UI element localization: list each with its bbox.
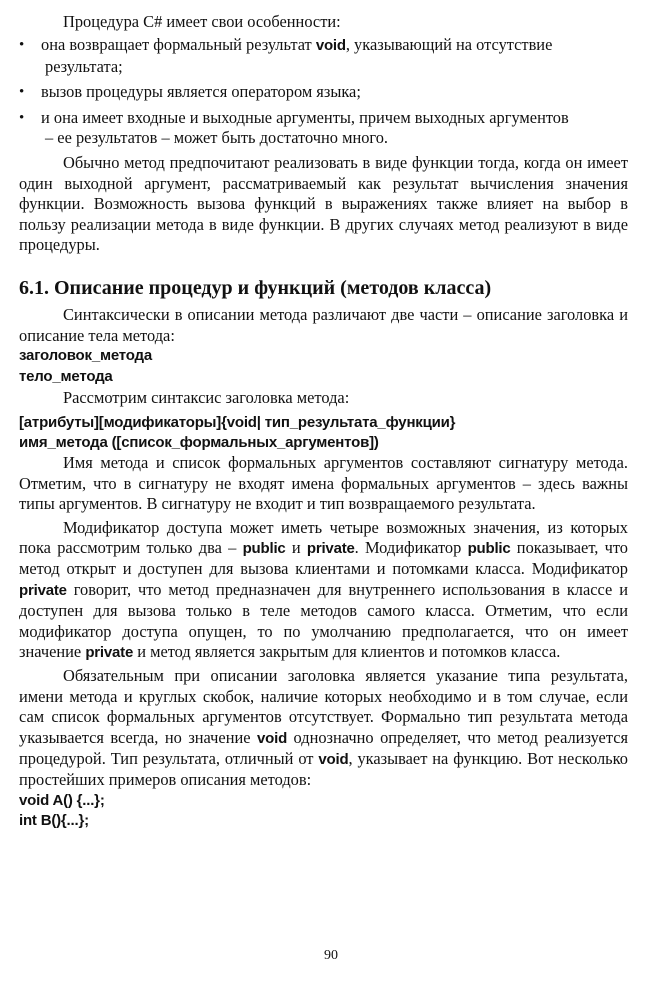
keyword-void: void: [257, 729, 288, 747]
list-item: [19, 35, 628, 77]
keyword-public: public: [242, 539, 286, 557]
bullet-continuation: результата;: [45, 56, 123, 76]
text-run: Обязательным при описании заголовка является указание типа результата, имени метода и круглых скобок, наличие которых необходимо и в том случае, если сам список формальных аргументов отсутствует. Формально тип результата метода указывается всегда, но значение: [19, 666, 628, 747]
paragraph-syntax-parts: Синтаксически в описании метода различают две части – описание заголовка и описание тела метода:: [19, 305, 628, 345]
keyword-public: public: [467, 539, 511, 557]
keyword-private: private: [19, 581, 67, 599]
code-line: void A() {...};: [19, 791, 105, 809]
list-item: [19, 108, 628, 149]
code-line: int B(){...};: [19, 812, 89, 830]
keyword-void: void: [315, 37, 346, 55]
page-number: 90: [324, 948, 338, 963]
bullet-continuation: – ее результатов – может быть достаточно много.: [45, 128, 389, 148]
text-run: показывает, что метод открыт и доступен для вызова клиентами и потомками класса. Модификатор: [19, 537, 629, 579]
code-block-method-parts: [19, 346, 628, 387]
text-run: говорит, что метод предназначен для внутреннего использования в классе и доступен для вызова только в теле методов самого класса. Отметим, что если модификатор доступа опущен, то по умолчанию предполагается, что он имеет значение: [19, 579, 628, 661]
bullet-text: , указывающий на отсутствие: [345, 35, 553, 55]
text-run: , указывает на функцию. Вот несколько простейших примеров описания методов:: [19, 749, 628, 790]
keyword-private: private: [306, 539, 355, 557]
code-line: имя_метода ([список_формальных_аргументов]): [19, 433, 379, 451]
code-line: тело_метода: [19, 367, 113, 385]
keyword-private: private: [85, 643, 134, 661]
text-run: . Модификатор: [354, 537, 468, 557]
bullet-text: вызов процедуры является оператором языка;: [41, 82, 361, 102]
text-run: и метод является закрытым для клиентов и потомков класса.: [133, 641, 561, 661]
list-item: [19, 82, 628, 102]
section-heading: 6.1. Описание процедур и функций (методов класса): [19, 277, 492, 300]
text-run: однозначно определяет, что метод реализуется процедурой. Тип результата, отличный от: [19, 727, 629, 768]
features-list: [19, 35, 628, 148]
page-content: [19, 12, 628, 832]
code-line: заголовок_метода: [19, 347, 152, 365]
code-block-header-syntax: [19, 413, 628, 454]
keyword-void: void: [318, 751, 349, 768]
paragraph-function-choice: Обычно метод предпочитают реализовать в виде функции тогда, когда он имеет один выходной аргумент, рассматриваемый как результат вычисления значения функции. Возможность вызова функций в выражениях также влияет на выбор в пользу реализации метода в виде функции. В других случаях метод реализуют в виде процедуры.: [19, 153, 628, 255]
intro-paragraph: Процедура С# имеет свои особенности:: [63, 12, 341, 31]
bullet-text: и она имеет входные и выходные аргументы, причем выходных аргументов: [41, 107, 569, 127]
paragraph-signature: Имя метода и список формальных аргументов составляют сигнатуру метода. Отметим, что в сигнатуру не входят имена формальных аргументов – здесь важны типы аргументов. В сигнатуру не входит и тип возвращаемого результата.: [19, 453, 628, 514]
paragraph-header-syntax: Рассмотрим синтаксис заголовка метода:: [63, 388, 350, 408]
code-block-examples: [19, 791, 628, 832]
paragraph-result-type: [19, 666, 628, 790]
bullet-text: она возвращает формальный результат: [41, 35, 316, 55]
text-run: Модификатор доступа может иметь четыре возможных значения, из которых пока рассмотрим только два –: [19, 517, 628, 557]
paragraph-access-modifiers: [19, 518, 628, 664]
text-run: и: [285, 537, 307, 557]
code-line: [атрибуты][модификаторы]{void| тип_результата_функции}: [19, 413, 456, 431]
